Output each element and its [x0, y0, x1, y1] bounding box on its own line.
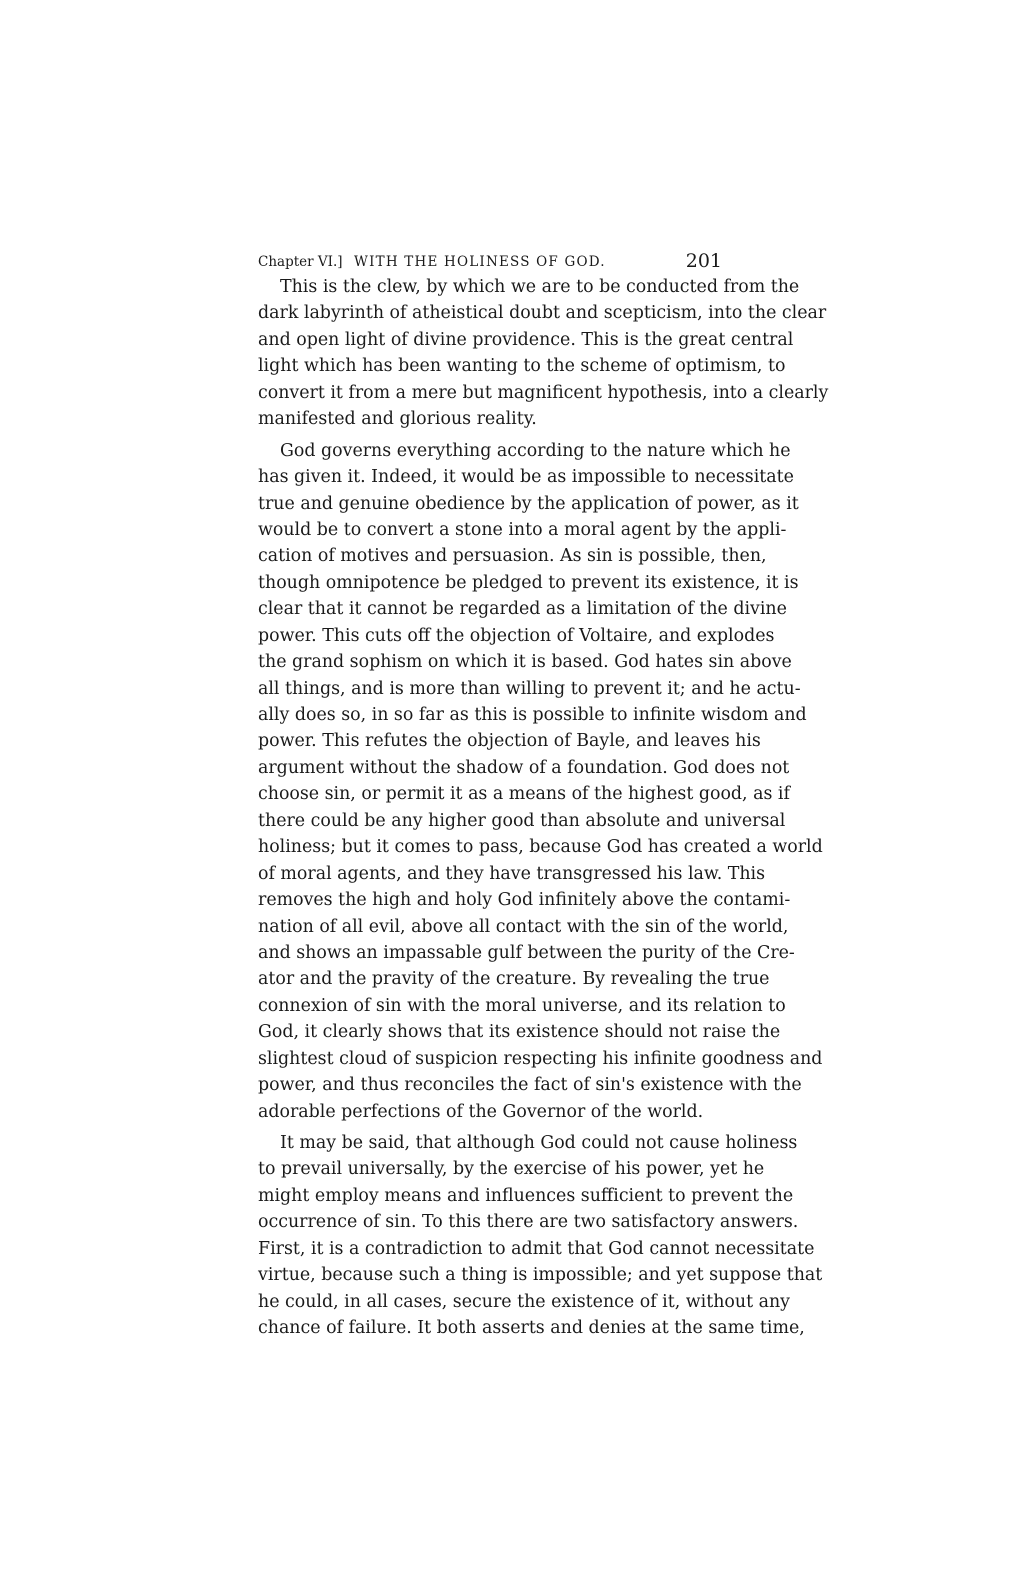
text-line: and shows an impassable gulf between the purity of the Cre-: [258, 942, 795, 963]
text-line: clear that it cannot be regarded as a limitation of the divine: [258, 599, 787, 620]
text-line: light which has been wanting to the scheme of optimism, to: [258, 356, 786, 377]
chapter-label: Chapter VI.]: [258, 254, 343, 270]
paragraph: [258, 274, 829, 433]
paragraph: [258, 438, 823, 1125]
text-line: cation of motives and persuasion. As sin is possible, then,: [258, 546, 767, 567]
text-line: dark labyrinth of atheistical doubt and scepticism, into the clear: [258, 303, 827, 324]
text-line: chance of failure. It both asserts and denies at the same time,: [258, 1318, 805, 1339]
text-line: First, it is a contradiction to admit that God cannot necessitate: [258, 1238, 815, 1259]
text-line: slightest cloud of suspicion respecting his infinite goodness and: [258, 1048, 823, 1069]
text-line: there could be any higher good than absolute and universal: [258, 810, 786, 831]
text-line: God, it clearly shows that its existence should not raise the: [258, 1022, 781, 1043]
text-line: of moral agents, and they have transgressed his law. This: [258, 863, 766, 884]
text-line: would be to convert a stone into a moral agent by the appli-: [258, 519, 787, 540]
text-line: nation of all evil, above all contact with the sin of the world,: [258, 916, 789, 937]
text-line: might employ means and influences sufficient to prevent the: [258, 1185, 794, 1206]
text-line: choose sin, or permit it as a means of the highest good, as if: [258, 784, 790, 805]
text-line: adorable perfections of the Governor of the world.: [258, 1101, 704, 1122]
text-line: to prevail universally, by the exercise of his power, yet he: [258, 1159, 765, 1180]
text-line: occurrence of sin. To this there are two satisfactory answers.: [258, 1212, 799, 1233]
page-body: [258, 274, 829, 1342]
text-line: power. This refutes the objection of Bayle, and leaves his: [258, 731, 761, 752]
text-line: This is the clew, by which we are to be conducted from the: [280, 277, 800, 297]
text-line: convert it from a mere but magnificent hypothesis, into a clearly: [258, 382, 829, 403]
text-line: though omnipotence be pledged to prevent its existence, it is: [258, 572, 799, 593]
text-line: true and genuine obedience by the application of power, as it: [258, 493, 799, 514]
text-line: argument without the shadow of a foundation. God does not: [258, 757, 790, 778]
text-line: and open light of divine providence. This is the great central: [258, 329, 794, 350]
text-line: holiness; but it comes to pass, because God has created a world: [258, 837, 823, 858]
text-line: all things, and is more than willing to prevent it; and he actu-: [258, 678, 801, 699]
text-line: ator and the pravity of the creature. By revealing the true: [258, 969, 770, 990]
text-line: the grand sophism on which it is based. God hates sin above: [258, 652, 792, 673]
text-line: God governs everything according to the nature which he: [280, 440, 791, 461]
paragraph: [258, 1130, 823, 1342]
text-line: manifested and glorious reality.: [258, 409, 537, 430]
text-line: virtue, because such a thing is impossible; and yet suppose that: [258, 1265, 823, 1286]
text-line: It may be said, that although God could not cause holiness: [280, 1133, 798, 1153]
text-line: power, and thus reconciles the fact of sin's existence with the: [258, 1075, 802, 1096]
text-line: power. This cuts off the objection of Voltaire, and explodes: [258, 625, 775, 646]
running-title: WITH THE HOLINESS OF GOD.: [354, 254, 606, 270]
text-line: has given it. Indeed, it would be as impossible to necessitate: [258, 467, 794, 488]
text-line: he could, in all cases, secure the existence of it, without any: [258, 1291, 790, 1312]
text-line: ally does so, in so far as this is possible to infinite wisdom and: [258, 705, 807, 725]
text-line: connexion of sin with the moral universe, and its relation to: [258, 995, 786, 1016]
page-number: 201: [685, 250, 722, 272]
text-line: removes the high and holy God infinitely above the contami-: [258, 890, 791, 911]
